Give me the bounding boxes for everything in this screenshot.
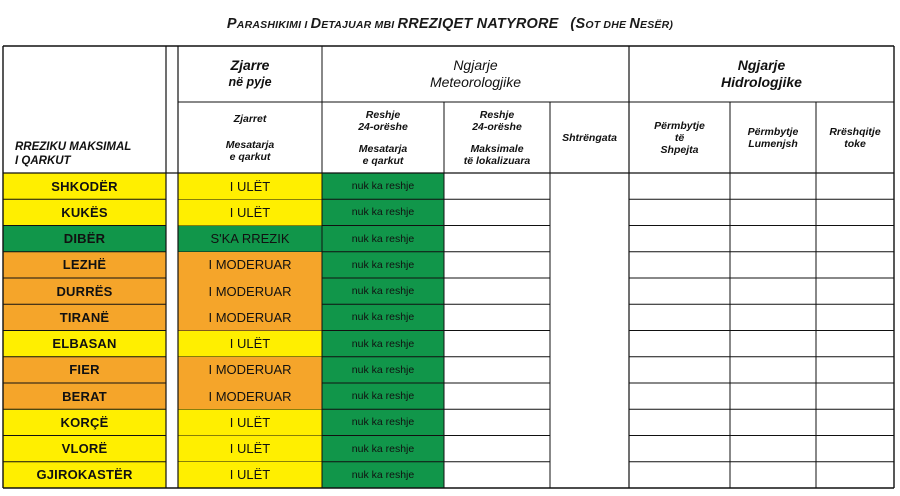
region-cell: SHKODËR	[3, 173, 166, 199]
rain-avg-cell: nuk ka reshje	[322, 383, 444, 409]
region-cell: KORÇË	[3, 409, 166, 435]
region-cell: FIER	[3, 357, 166, 383]
region-cell: LEZHË	[3, 252, 166, 278]
rain-avg-cell: nuk ka reshje	[322, 304, 444, 330]
region-cell: VLORË	[3, 436, 166, 462]
fire-risk-cell: I MODERUAR	[178, 304, 322, 330]
header-rain-avg: Reshje 24-orëshe Mesatarja e qarkut	[358, 108, 408, 167]
region-cell: GJIROKASTËR	[3, 462, 166, 488]
header-fire-sub: Zjarret Mesatarja e qarkut	[225, 112, 275, 163]
region-cell: DURRËS	[3, 278, 166, 304]
rain-avg-cell: nuk ka reshje	[322, 252, 444, 278]
header-landslide: Rrëshqitje toke	[829, 125, 881, 150]
fire-risk-cell: I ULËT	[178, 409, 322, 435]
fire-risk-cell: I ULËT	[178, 436, 322, 462]
header-fire: Zjarre në pyje	[228, 57, 272, 89]
region-cell: ELBASAN	[3, 331, 166, 357]
fire-risk-cell: I ULËT	[178, 173, 322, 199]
fire-risk-cell: I ULËT	[178, 331, 322, 357]
header-flash-flood: Përmbytje të Shpejta	[654, 119, 705, 156]
fire-risk-cell: I MODERUAR	[178, 278, 322, 304]
header-storm: Shtrëngata	[562, 131, 617, 144]
rain-avg-cell: nuk ka reshje	[322, 278, 444, 304]
rain-avg-cell: nuk ka reshje	[322, 357, 444, 383]
fire-risk-cell: S'KA RREZIK	[178, 226, 322, 252]
rain-avg-cell: nuk ka reshje	[322, 331, 444, 357]
rain-avg-cell: nuk ka reshje	[322, 409, 444, 435]
header-meteo: Ngjarje Meteorologjike	[429, 57, 522, 90]
header-hydro: Ngjarje Hidrologjike	[721, 57, 802, 90]
rain-avg-cell: nuk ka reshje	[322, 199, 444, 225]
fire-risk-cell: I ULËT	[178, 462, 322, 488]
rain-avg-cell: nuk ka reshje	[322, 462, 444, 488]
fire-risk-cell: I MODERUAR	[178, 383, 322, 409]
region-cell: DIBËR	[3, 226, 166, 252]
region-cell: BERAT	[3, 383, 166, 409]
fire-risk-cell: I MODERUAR	[178, 357, 322, 383]
fire-risk-cell: I MODERUAR	[178, 252, 322, 278]
region-cell: KUKËS	[3, 199, 166, 225]
rain-avg-cell: nuk ka reshje	[322, 226, 444, 252]
region-cell: TIRANË	[3, 304, 166, 330]
header-river-flood: Përmbytje Lumenjsh	[747, 125, 799, 150]
fire-risk-cell: I ULËT	[178, 199, 322, 225]
header-rain-max: Reshje 24-orëshe Maksimale të lokalizuara	[463, 108, 531, 167]
rain-avg-cell: nuk ka reshje	[322, 173, 444, 199]
page-title: PARASHIKIMI I DETAJUAR MBI RREZIQET NATYRORE (SOT DHE NESËR)	[226, 16, 674, 32]
header-region: RREZIKU MAKSIMAL I QARKUT	[15, 141, 132, 167]
rain-avg-cell: nuk ka reshje	[322, 436, 444, 462]
